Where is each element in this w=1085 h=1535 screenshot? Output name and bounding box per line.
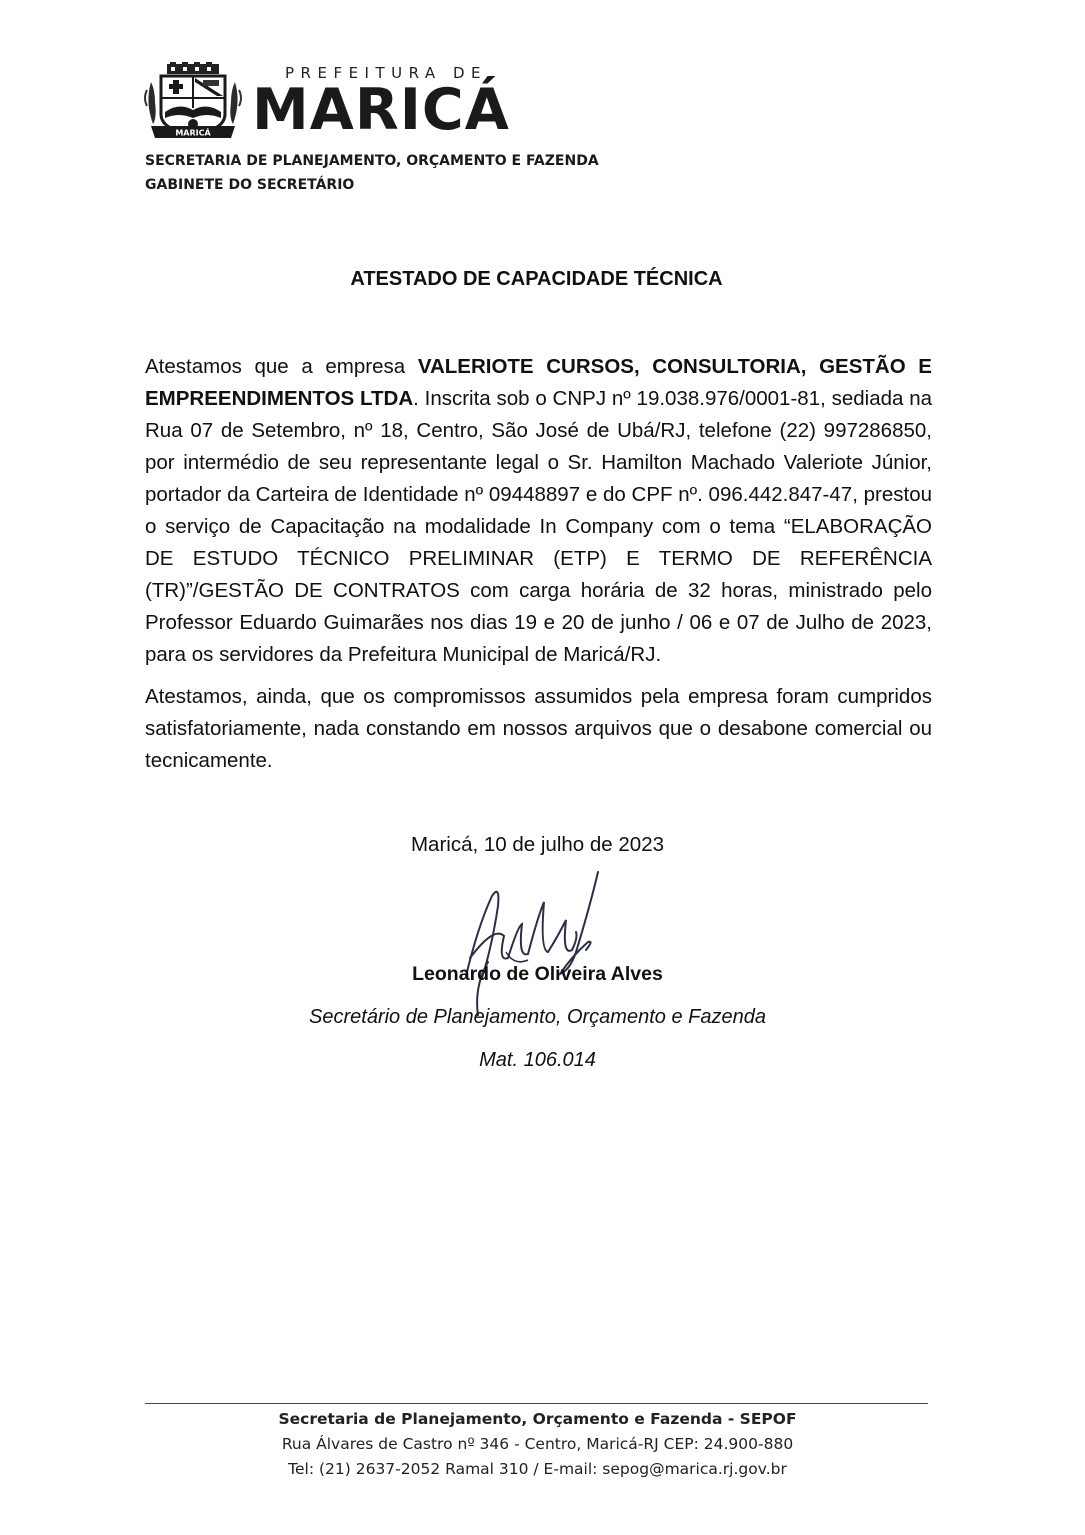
footer-divider	[145, 1403, 928, 1404]
prefeitura-de-label: PREFEITURA DE	[285, 64, 487, 82]
paragraph-lead: Atestamos que a empresa	[145, 355, 418, 378]
coat-of-arms-logo	[143, 62, 243, 142]
office-heading: GABINETE DO SECRETÁRIO	[145, 177, 355, 193]
department-heading: SECRETARIA DE PLANEJAMENTO, ORÇAMENTO E FAZENDA	[145, 153, 599, 169]
footer-address: Rua Álvares de Castro nº 346 - Centro, Maricá-RJ CEP: 24.900-880	[281, 1435, 794, 1453]
signer-registration: Mat. 106.014	[479, 1049, 596, 1071]
certification-paragraph	[145, 351, 932, 671]
city-name-wordmark: MARICÁ	[252, 77, 510, 143]
signer-role: Secretário de Planejamento, Orçamento e Fazenda	[309, 1006, 766, 1028]
document-title: ATESTADO DE CAPACIDADE TÉCNICA	[350, 268, 723, 290]
crest-ribbon-label: MARICÁ	[175, 128, 211, 138]
paragraph-details: . Inscrita sob o CNPJ nº 19.038.976/0001-81, sediada na Rua 07 de Setembro, nº 18, Centro, São José de Ubá/RJ, telefone (22) 997286850, por intermédio de seu representante legal o Sr. Hamilton Machado Valeriote Júnior, portador da Carteira de Identidade nº 09448897 e do CPF nº. 096.442.847-47, prestou o serviço de Capacitação na modalidade In Company com o tema “ELABORAÇÃO DE ESTUDO TÉCNICO PRELIMINAR (ETP) E TERMO DE REFERÊNCIA (TR)”/GESTÃO DE CONTRATOS com carga horária de 32 horas, ministrado pelo Professor Eduardo Guimarães nos dias 19 e 20 de junho / 06 e 07 de Julho de 2023, para os servidores da Prefeitura Municipal de Maricá/RJ.	[145, 387, 932, 666]
signer-name: Leonardo de Oliveira Alves	[412, 963, 663, 985]
company-name: VALERIOTE CURSOS, CONSULTORIA, GESTÃO E EMPREENDIMENTOS LTDA	[145, 355, 932, 410]
footer-contact: Tel: (21) 2637-2052 Ramal 310 / E-mail: sepog@marica.rj.gov.br	[288, 1460, 787, 1478]
compliance-paragraph: Atestamos, ainda, que os compromissos assumidos pela empresa foram cumpridos satisfatoriamente, nada constando em nossos arquivos que o desabone comercial ou tecnicamente.	[145, 685, 932, 772]
footer-department: Secretaria de Planejamento, Orçamento e Fazenda - SEPOF	[278, 1410, 797, 1428]
date-line: Maricá, 10 de julho de 2023	[410, 833, 664, 856]
handwritten-signature	[448, 866, 618, 1016]
